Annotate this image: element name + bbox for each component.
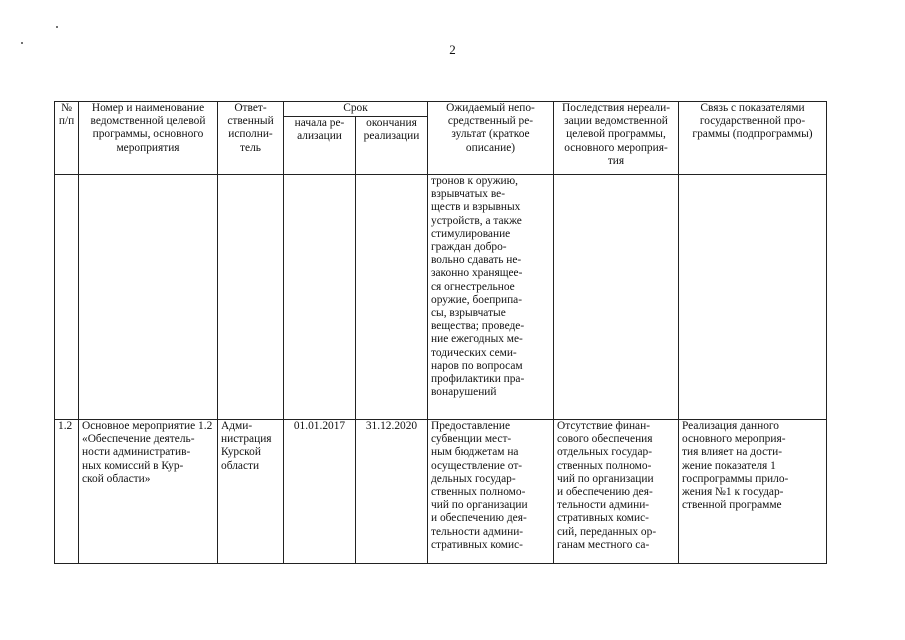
header-term: Срок [284, 102, 428, 117]
header-consequences: Последствия нереали- зации ведомственной целевой программы, основного мероприя- тия [554, 102, 679, 175]
header-link: Связь с показателями государственной про- граммы (подпрограммы) [679, 102, 827, 175]
program-table [54, 101, 827, 564]
table-header-row [55, 102, 827, 117]
cell-executor [218, 175, 284, 420]
cell-name: Основное мероприятие 1.2 «Обеспечение деятель- ности административ- ных комиссий в Кур- ской области» [79, 420, 218, 564]
table-row [55, 420, 827, 564]
scan-speck [56, 26, 58, 28]
cell-result: Предоставление субвенции мест- ным бюджетам на осуществление от- дельных государ- ственных полномо- чий по организации и обеспечению дея- тельности админи- стративных комис- [428, 420, 554, 564]
cell-num: 1.2 [55, 420, 79, 564]
cell-num [55, 175, 79, 420]
cell-end [356, 175, 428, 420]
cell-link [679, 175, 827, 420]
header-result: Ожидаемый непо- средственный ре- зультат (краткое описание) [428, 102, 554, 175]
cell-end: 31.12.2020 [356, 420, 428, 564]
header-name: Номер и наименование ведомственной целевой программы, основного мероприятия [79, 102, 218, 175]
header-start: начала ре- ализации [284, 117, 356, 175]
cell-executor: Адми- нистрация Курской области [218, 420, 284, 564]
cell-name [79, 175, 218, 420]
cell-start [284, 175, 356, 420]
cell-result: тронов к оружию, взрывчатых ве- ществ и взрывных устройств, а также стимулирование граждан добро- вольно сдавать не- законно хранящее- ся огнестрельное оружие, боеприпа- сы, взрывчатые вещества; проведе- ние ежегодных ме- тодических семи- наров по вопросам профилактики пра- вонарушений [428, 175, 554, 420]
header-end: окончания реализации [356, 117, 428, 175]
cell-start: 01.01.2017 [284, 420, 356, 564]
cell-link: Реализация данного основного мероприя- тия влияет на дости- жение показателя 1 госпрограммы прило- жения №1 к государ- ственной программе [679, 420, 827, 564]
cell-consequences [554, 175, 679, 420]
table-row [55, 175, 827, 420]
cell-consequences: Отсутствие финан- сового обеспечения отдельных государ- ственных полномо- чий по организации и обеспечению дея- тельности админи- стративных комис- сий, переданных ор- ганам местного са- [554, 420, 679, 564]
header-num: № п/п [55, 102, 79, 175]
header-executor: Ответ- ственный исполни- тель [218, 102, 284, 175]
page-number: 2 [449, 42, 456, 57]
